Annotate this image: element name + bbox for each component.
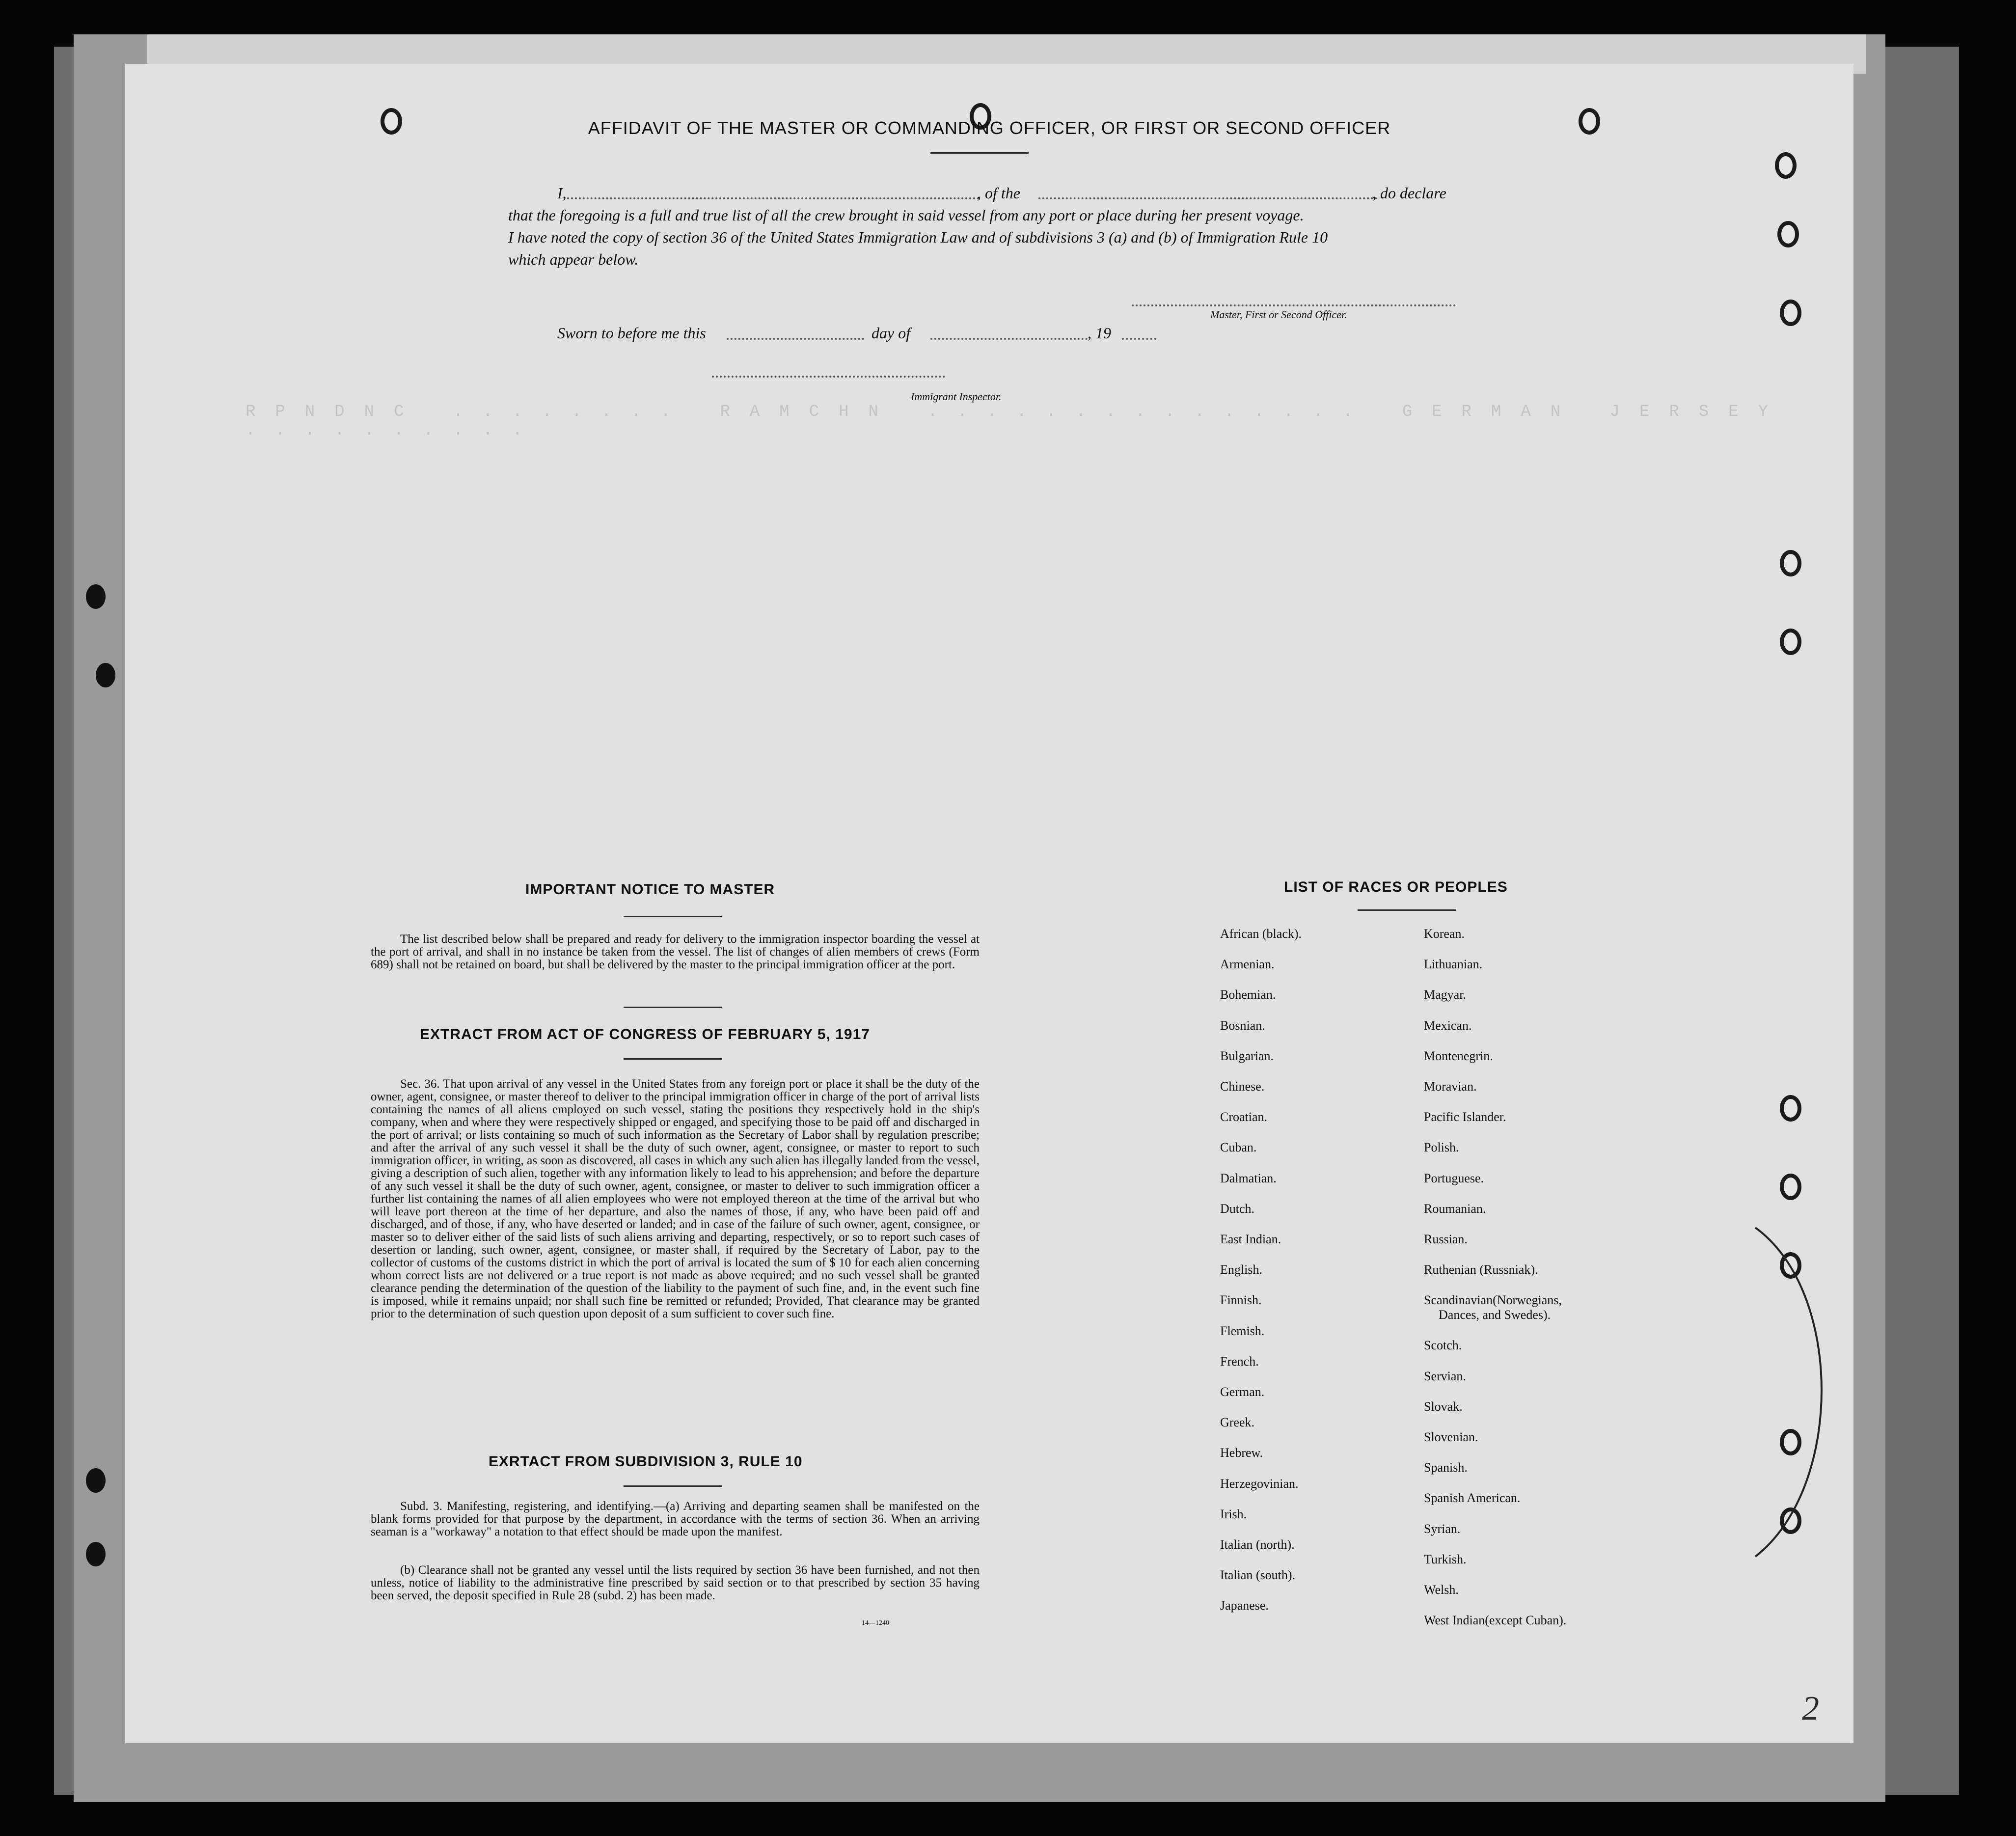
race-item: Korean. xyxy=(1424,927,1465,941)
punch-hole xyxy=(1780,300,1801,326)
races-title: LIST OF RACES OR PEOPLES xyxy=(1284,879,1508,895)
extract-rule-rule xyxy=(624,1485,722,1487)
race-item: Servian. xyxy=(1424,1369,1466,1383)
race-item: Pacific Islander. xyxy=(1424,1110,1506,1124)
race-item: Portuguese. xyxy=(1424,1171,1484,1185)
notice-end-rule xyxy=(624,1007,722,1008)
race-item: Polish. xyxy=(1424,1140,1459,1155)
race-item: Ruthenian (Russniak). xyxy=(1424,1262,1538,1277)
sworn-day-blank xyxy=(727,338,864,340)
extract-rule-title: EXRTACT FROM SUBDIVISION 3, RULE 10 xyxy=(489,1453,803,1470)
sworn-label: Sworn to before me this xyxy=(557,324,706,342)
race-item: Bosnian. xyxy=(1220,1018,1265,1033)
notice-text: The list described below shall be prepared and ready for delivery to the immigration inspector boarding the vessel at the port of arrival, and shall in no instance be taken from the vessel. The list of changes of alien members of crews (Form 689) shall not be retained on board, but shall be delivered by the master to the principal immigration officer at the port. xyxy=(371,932,980,971)
race-item: Italian (north). xyxy=(1220,1537,1295,1552)
affidavit-line4: which appear below. xyxy=(508,250,639,268)
manifest-back-page xyxy=(125,64,1853,1743)
binder-hole xyxy=(96,663,115,687)
race-item: Bohemian. xyxy=(1220,987,1276,1002)
race-item: Dances, and Swedes). xyxy=(1439,1308,1551,1322)
race-item: Spanish American. xyxy=(1424,1491,1521,1506)
master-label: Master, First or Second Officer. xyxy=(1210,308,1347,321)
race-item: Turkish. xyxy=(1424,1552,1467,1566)
title-rule xyxy=(930,152,1029,154)
notice-title: IMPORTANT NOTICE TO MASTER xyxy=(525,881,775,898)
race-item: French. xyxy=(1220,1354,1259,1369)
race-item: English. xyxy=(1220,1262,1262,1277)
master-signature-blank xyxy=(1132,304,1456,306)
day-of-label: day of xyxy=(872,324,911,342)
binder-hole xyxy=(86,584,106,609)
punch-hole xyxy=(1780,1095,1801,1122)
binder-hole xyxy=(86,1542,106,1566)
race-item: Dutch. xyxy=(1220,1201,1255,1216)
race-item: Hebrew. xyxy=(1220,1446,1263,1460)
race-item: Greek. xyxy=(1220,1415,1255,1430)
inspector-signature-blank xyxy=(712,376,945,378)
affidavit-do-declare: , do declare xyxy=(1372,184,1446,202)
race-item: Flemish. xyxy=(1220,1323,1265,1338)
race-item: Lithuanian. xyxy=(1424,957,1483,972)
race-item: Herzegovinian. xyxy=(1220,1476,1299,1491)
sworn-year-blank xyxy=(1122,338,1156,340)
handwritten-page-number: 2 xyxy=(1802,1690,1819,1727)
race-item: Bulgarian. xyxy=(1220,1048,1274,1063)
name-blank xyxy=(567,197,980,199)
race-item: Scotch. xyxy=(1424,1338,1462,1353)
race-item: Finnish. xyxy=(1220,1293,1262,1308)
bleed-through-text: RPNDNC ........ RAMCHN ............... GERMAN JERSEY .......... xyxy=(245,403,1788,440)
race-item: German. xyxy=(1220,1385,1265,1399)
extract-act-title: EXTRACT FROM ACT OF CONGRESS OF FEBRUARY 5, 1917 xyxy=(420,1026,870,1042)
year-label: , 19 xyxy=(1088,324,1111,342)
race-item: Scandinavian(Norwegians, xyxy=(1424,1293,1562,1308)
race-item: Japanese. xyxy=(1220,1598,1269,1613)
affidavit-of-the: , of the xyxy=(977,184,1020,202)
race-item: Dalmatian. xyxy=(1220,1171,1277,1185)
inspector-label: Immigrant Inspector. xyxy=(911,390,1002,403)
race-item: Welsh. xyxy=(1424,1583,1459,1597)
extract-act-rule xyxy=(624,1058,722,1060)
race-item: Montenegrin. xyxy=(1424,1048,1493,1063)
race-item: Moravian. xyxy=(1424,1079,1477,1094)
extract-rule-text-a: Subd. 3. Manifesting, registering, and identifying.—(a) Arriving and departing seamen shall be manifested on the blank forms provided for that purpose by the department, in accordance with the terms of section 36. When an arriving seaman is a "workaway" a notation to that effect should be made upon the manifest. xyxy=(371,1500,980,1538)
extract-act-text: Sec. 36. That upon arrival of any vessel in the United States from any foreign port or place it shall be the duty of the owner, agent, consignee, or master thereof to deliver to the principal immigration officer in charge of the port of arrival lists containing the names of all aliens employed on such vessel, stating the positions they respectively hold in the ship's company, when and where they were respectively shipped or engaged, and specifying those to be paid off and discharged in the port of arrival; or lists containing so much of such information as the Secretary of Labor shall by regulation prescribe; and after the arrival of any such vessel it shall be the duty of such owner, agent, consignee, or master to report to such immigration officer, in writing, as soon as discovered, all cases in which any such alien has illegally landed from the vessel, giving a description of such alien, together with any information likely to lead to his apprehension; and before the departure of any such vessel it shall be the duty of such owner, agent, consignee, or master to deliver to such immigration officer a further list containing the names of all alien employees who were not employed thereon at the time of the arrival but who will leave port thereon at the time of her departure, and also the names of those, if any, who have been paid off and discharged, and of those, if any, who have deserted or landed; and in case of the failure of such owner, agent, consignee, or master so to deliver either of the said lists of such aliens arriving and departing, respectively, or so to report such cases of desertion or landing, such owner, agent, consignee, or master shall, if required by the Secretary of Labor, pay to the collector of customs of the customs district in which the port of arrival is located the sum of $ 10 for each alien concerning whom correct lists are not delivered or a true report is not made as above required; and no such vessel shall be granted clearance pending the determination of the question of the liability to the payment of such fine, and, in the event such fine is imposed, while it remains unpaid; nor shall such fine be remitted or refunded; Provided, That clearance may be granted prior to the determination of such question upon deposit of a sum sufficient to cover such fine. xyxy=(371,1077,980,1320)
race-item: African (black). xyxy=(1220,927,1302,941)
race-item: Roumanian. xyxy=(1424,1201,1486,1216)
race-item: Cuban. xyxy=(1220,1140,1257,1155)
race-item: Slovak. xyxy=(1424,1399,1463,1414)
race-item: Slovenian. xyxy=(1424,1430,1478,1444)
race-item: West Indian(except Cuban). xyxy=(1424,1613,1567,1628)
race-item: East Indian. xyxy=(1220,1232,1281,1246)
extract-rule-text-b: (b) Clearance shall not be granted any vessel until the lists required by section 36 have been furnished, and not then unless, notice of liability to the administrative fine prescribed by said section or to that prescribed by section 35 having been served, the deposit specified in Rule 28 (subd. 2) has been made. xyxy=(371,1563,980,1602)
binding-arc xyxy=(1745,1218,1853,1562)
binder-hole xyxy=(86,1468,106,1493)
punch-hole xyxy=(1777,221,1799,247)
race-item: Croatian. xyxy=(1220,1110,1268,1124)
punch-hole xyxy=(1775,152,1797,179)
notice-rule xyxy=(624,916,722,917)
race-item: Chinese. xyxy=(1220,1079,1265,1094)
race-item: Irish. xyxy=(1220,1507,1247,1521)
vessel-blank xyxy=(1038,197,1377,199)
affidavit-line3: I have noted the copy of section 36 of the United States Immigration Law and of subdivisions 3 (a) and (b) of Immigration Rule 10 xyxy=(508,228,1328,246)
race-item: Mexican. xyxy=(1424,1018,1472,1033)
affidavit-i-label: I, xyxy=(557,184,567,202)
race-item: Italian (south). xyxy=(1220,1568,1296,1583)
race-item: Armenian. xyxy=(1220,957,1275,972)
punch-hole xyxy=(1780,550,1801,576)
race-item: Magyar. xyxy=(1424,987,1466,1002)
races-rule xyxy=(1358,909,1456,911)
race-item: Syrian. xyxy=(1424,1521,1461,1536)
race-item: Spanish. xyxy=(1424,1460,1468,1475)
form-number: 14—1240 xyxy=(862,1619,889,1627)
affidavit-line2: that the foregoing is a full and true list of all the crew brought in said vessel from any port or place during her present voyage. xyxy=(508,206,1304,224)
punch-hole xyxy=(1780,629,1801,655)
punch-hole xyxy=(1780,1174,1801,1200)
sworn-month-blank xyxy=(930,338,1088,340)
race-item: Russian. xyxy=(1424,1232,1468,1246)
affidavit-title: AFFIDAVIT OF THE MASTER OR COMMANDING OFFICER, OR FIRST OR SECOND OFFICER xyxy=(588,118,1391,138)
